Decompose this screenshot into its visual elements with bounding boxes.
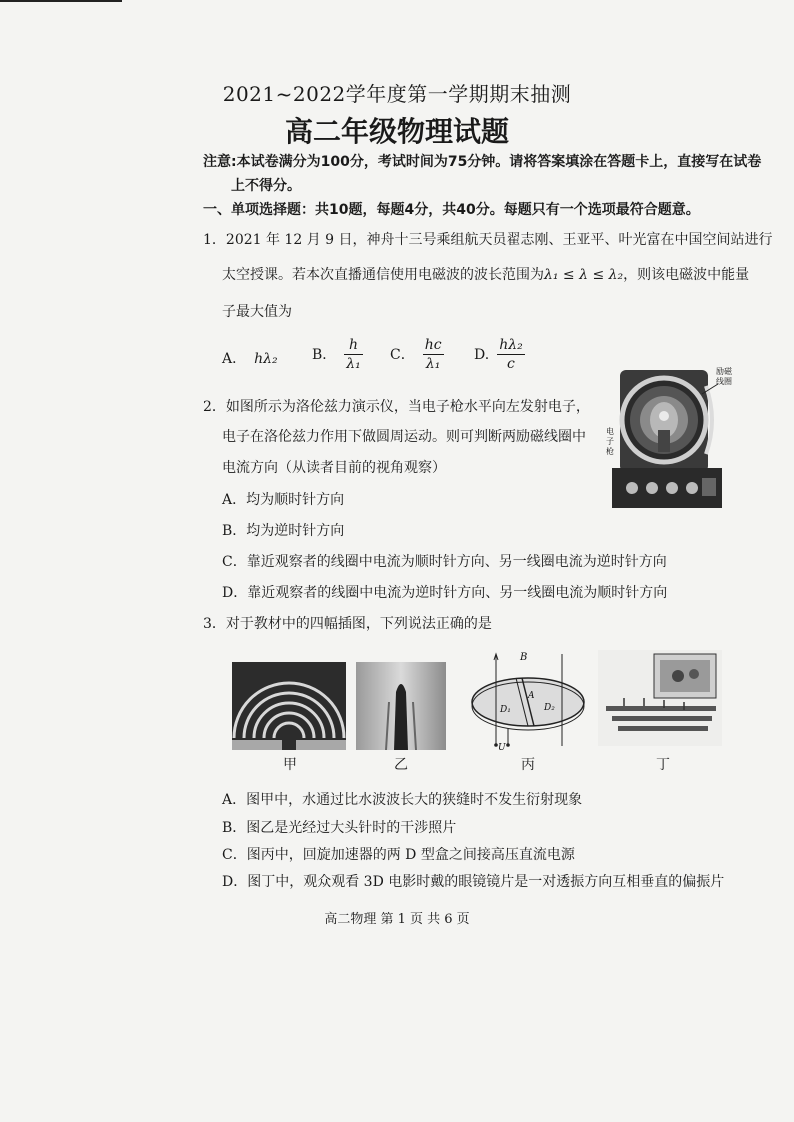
q3-line-1: 3．对于教材中的四幅插图，下列说法正确的是 xyxy=(203,616,492,632)
q1-option-d: D. $\frac{\text{hλ₂}}{c}$ xyxy=(474,337,523,372)
q3-option-a: A．图甲中，水通过比水波波长大的狭缝时不发生衍射现象 xyxy=(222,792,583,808)
q2-line-2: 电子在洛伦兹力作用下做圆周运动。则可判断两励磁线圈中 xyxy=(222,429,586,445)
gun-label-1: 电 xyxy=(606,427,614,436)
q2-option-a: A．均为顺时针方向 xyxy=(222,492,345,508)
q1-option-b: B． $\frac{h}{\text{λ₁}}$ xyxy=(312,337,361,372)
q1-option-c: C． $\frac{hc}{\text{λ₁}}$ xyxy=(390,337,442,372)
gun-label-2: 子 xyxy=(606,437,614,446)
caption-bing: 丙 xyxy=(521,757,535,773)
q1-wavelength-range: λ₁ ≤ λ ≤ λ₂ xyxy=(544,267,624,283)
subject-title: 高二年级物理试题 xyxy=(284,115,509,148)
coil-label-1: 励磁 xyxy=(716,367,732,376)
q2-option-d: D．靠近观察者的线圈中电流为逆时针方向、另一线圈电流为顺时针方向 xyxy=(222,585,668,601)
caption-yi: 乙 xyxy=(394,757,408,773)
q2-option-b: B．均为逆时针方向 xyxy=(222,523,345,539)
q1-line-3: 子最大值为 xyxy=(222,304,292,320)
figure-ding-3d-cinema xyxy=(598,650,722,746)
section-heading: 一、单项选择题：共10题，每题4分，共40分。每题只有一个选项最符合题意。 xyxy=(203,202,700,218)
figure-yi-pin-diffraction xyxy=(356,662,446,750)
cyclotron-label-d2: D₂ xyxy=(544,703,555,713)
q3-option-b: B．图乙是光经过大头针时的干涉照片 xyxy=(222,820,457,836)
q1-line-2-post: ，则该电磁波中能量 xyxy=(623,267,750,283)
notice xyxy=(203,150,763,198)
q1-option-a: A． hλ₂ xyxy=(222,351,278,367)
caption-ding: 丁 xyxy=(656,757,670,773)
notice-line-2: 上不得分。 xyxy=(231,178,301,194)
q2-line-3: 电流方向（从读者目前的视角观察） xyxy=(222,460,446,476)
q1-line-1: 1．2021 年 12 月 9 日，神舟十三号乘组航天员翟志刚、王亚平、叶光富在中国空间站进行 xyxy=(203,232,773,248)
cyclotron-label-u: U xyxy=(498,743,506,750)
caption-jia: 甲 xyxy=(283,757,297,773)
coil-label-2: 线圈 xyxy=(716,377,732,386)
page-footer: 高二物理 第 1 页 共 6 页 xyxy=(324,912,470,927)
q2-option-c: C．靠近观察者的线圈中电流为顺时针方向、另一线圈电流为逆时针方向 xyxy=(222,554,667,570)
q1-line-2 xyxy=(222,265,749,285)
q3-option-c: C．图丙中，回旋加速器的两 D 型盒之间接高压直流电源 xyxy=(222,847,575,863)
lorentz-demonstrator-photo xyxy=(606,364,734,512)
gun-label-3: 枪 xyxy=(606,447,614,456)
q2-line-1: 2．如图所示为洛伦兹力演示仪，当电子枪水平向左发射电子， xyxy=(203,399,590,415)
exam-title: 2021~2022学年度第一学期期末抽测 xyxy=(222,82,572,106)
cyclotron-label-d1: D₁ xyxy=(500,705,511,715)
cyclotron-label-b: B xyxy=(520,652,528,663)
q1-line-2-pre: 太空授课。若本次直播通信使用电磁波的波长范围为 xyxy=(222,267,544,283)
notice-line-1: 注意:本试卷满分为100分，考试时间为75分钟。请将答案填涂在答题卡上，直接写在试卷 xyxy=(203,154,762,170)
cyclotron-label-a: A xyxy=(528,691,535,701)
figure-bing-cyclotron xyxy=(466,650,590,750)
q3-option-d: D．图丁中，观众观看 3D 电影时戴的眼镜镜片是一对透振方向互相垂直的偏振片 xyxy=(222,874,725,890)
figure-jia-water-waves xyxy=(232,662,346,750)
